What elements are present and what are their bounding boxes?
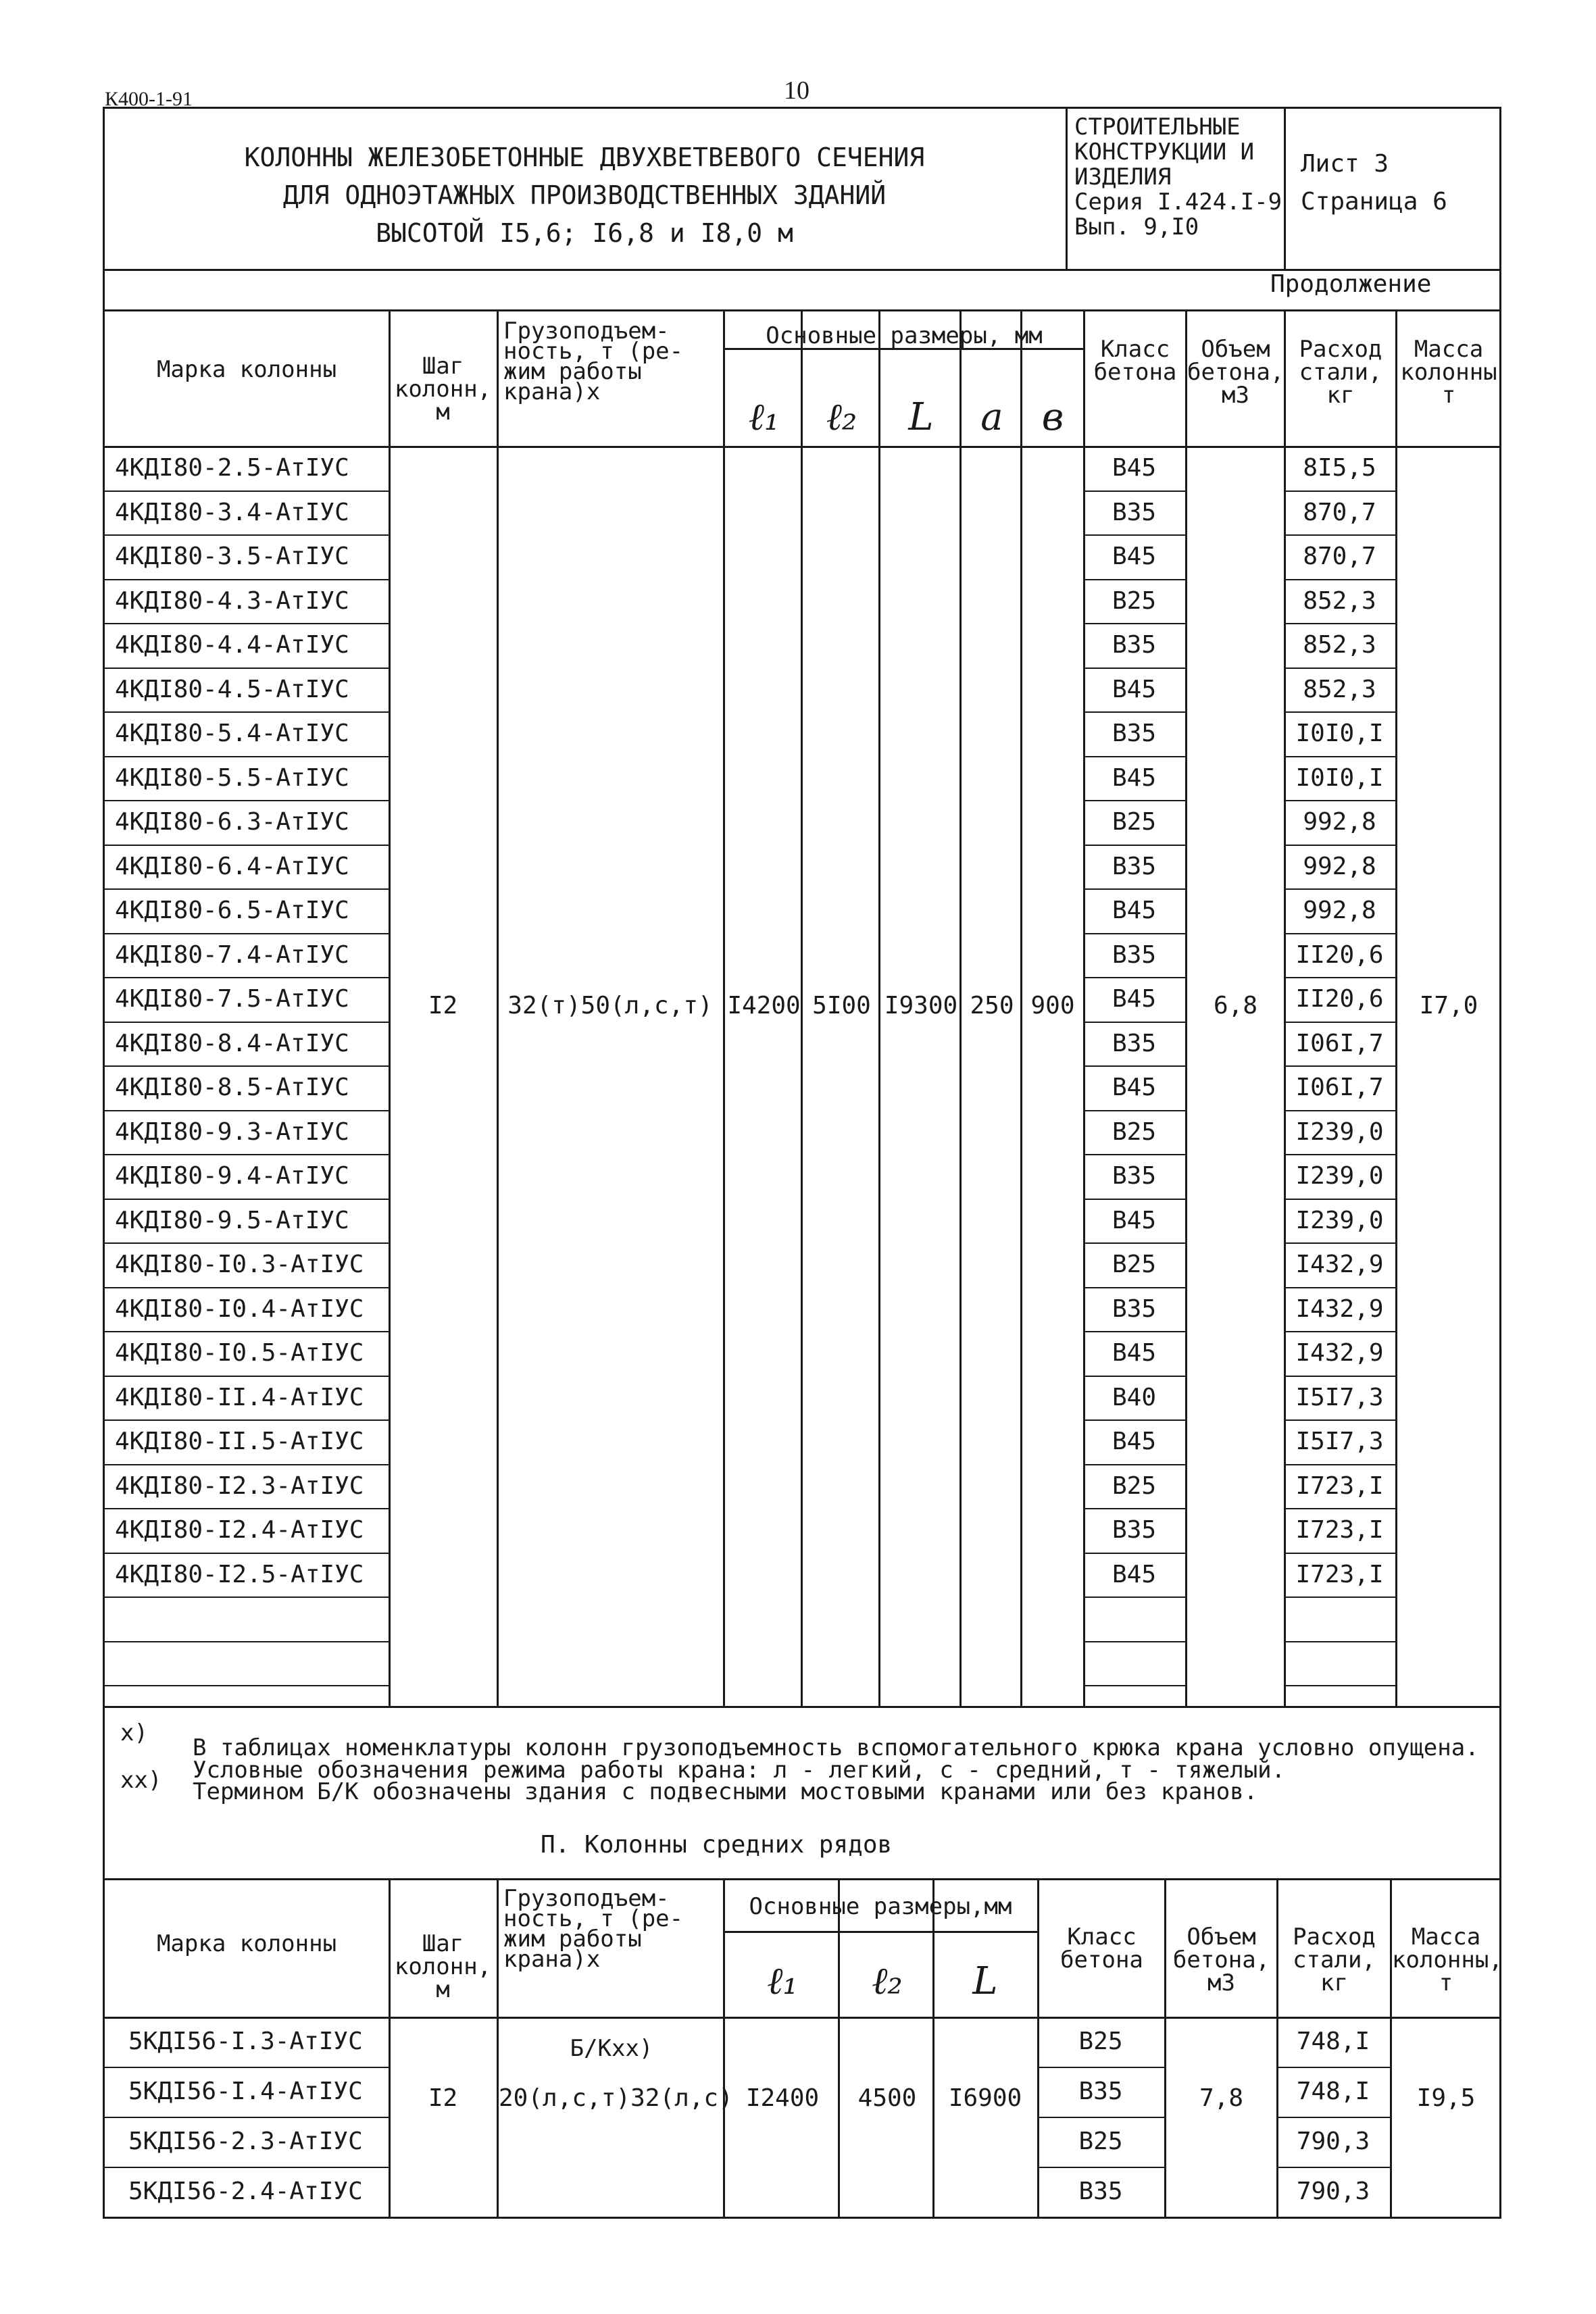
t1-mark-cell: 4КДI80-6.5-АтIУС: [115, 897, 349, 924]
series-block: [1074, 115, 1282, 240]
t1-row-rule: [1284, 888, 1395, 890]
t1-steel-cell: I432,9: [1295, 1339, 1384, 1367]
t1-row-rule: [103, 668, 389, 669]
title-divider: [1066, 107, 1068, 269]
t1-concrete-cell: В35: [1112, 1029, 1157, 1057]
t2-header-l1: ℓ₁: [767, 1959, 798, 2003]
t1-concrete-cell: В25: [1112, 1472, 1157, 1500]
t1-concrete-cell: В35: [1112, 720, 1157, 747]
t1-mark-cell: 4КДI80-6.4-АтIУС: [115, 852, 349, 880]
t1-mark-cell: 4КДI80-I0.5-АтIУС: [115, 1339, 364, 1367]
t1-steel-cell: I432,9: [1295, 1251, 1384, 1278]
t1-volume-value: 6,8: [1213, 992, 1258, 1020]
t1-row-rule: [103, 1022, 389, 1023]
t1-row-rule: [1284, 1287, 1395, 1288]
t1-steel-cell: I5I7,3: [1295, 1383, 1384, 1411]
t1-steel-cell: I239,0: [1295, 1117, 1384, 1146]
t1-concrete-cell: В45: [1112, 1206, 1157, 1234]
t1-row-rule: [103, 579, 389, 580]
t1-row-rule: [103, 756, 389, 757]
t1-row-rule: [1284, 668, 1395, 669]
t2-steel-cell: 748,I: [1296, 2078, 1370, 2105]
t1-row-rule: [103, 1110, 389, 1111]
t1-row-rule: [1083, 933, 1185, 934]
t1-row-rule: [1083, 534, 1185, 536]
t1-row-rule: [103, 1641, 389, 1642]
t1-steel-cell: 852,3: [1303, 586, 1376, 615]
t1-l1-value: I4200: [727, 992, 801, 1020]
t1-steel-cell: I723,I: [1295, 1472, 1384, 1500]
t1-mark-cell: 4КДI80-II.5-АтIУС: [115, 1428, 364, 1455]
t2-volume-value: 7,8: [1199, 2084, 1244, 2112]
t2-capacity-top: Б/Кхх): [570, 2035, 653, 2062]
t1-row-rule: [1284, 1419, 1395, 1421]
note-line-2: Условные обозначения режима работы крана: л - легкий, с - средний, т - тяжелый.: [193, 1757, 1286, 1784]
t1-row-rule: [1083, 888, 1185, 890]
t1-steel-cell: I06I,7: [1295, 1029, 1384, 1057]
t2-row-rule: [1037, 2067, 1164, 2068]
t1-row-rule: [103, 1242, 389, 1244]
t1-row-rule: [103, 1464, 389, 1465]
t1-header-l1: ℓ₁: [748, 395, 780, 439]
t1-concrete-cell: В45: [1112, 1428, 1157, 1455]
document-code: К400-1-91: [105, 88, 193, 110]
t1-row-rule: [103, 1376, 389, 1377]
page-label: Страница 6: [1301, 188, 1447, 216]
t1-row-rule: [1284, 756, 1395, 757]
t1-row-rule: [1284, 1199, 1395, 1200]
t1-mark-cell: 4КДI80-9.3-АтIУС: [115, 1117, 349, 1146]
t1-header-length: L: [908, 395, 934, 439]
t1-header-b: в: [1041, 395, 1064, 439]
t1-row-rule: [1284, 977, 1395, 978]
t1-concrete-cell: В45: [1112, 1074, 1157, 1101]
t1-concrete-cell: В40: [1112, 1383, 1157, 1411]
t1-header-capacity: Грузоподъем- ность, т (ре- жим работы крана)х: [503, 318, 684, 405]
t2-row-rule: [103, 2167, 389, 2168]
t2-header-concrete: Класс бетона: [1060, 1923, 1143, 1973]
t1-concrete-cell: В25: [1112, 808, 1157, 836]
sheet-block: [1301, 145, 1447, 221]
t1-row-rule: [1284, 579, 1395, 580]
t2-steel-cell: 790,3: [1296, 2128, 1370, 2155]
t1-row-rule: [103, 1065, 389, 1067]
t1-steel-cell: 852,3: [1303, 675, 1376, 703]
t1-mark-cell: 4КДI80-I0.4-АтIУС: [115, 1294, 364, 1323]
series-line: ИЗДЕЛИЯ: [1074, 164, 1172, 191]
t1-row-rule: [1083, 1553, 1185, 1554]
t1-concrete-cell: В35: [1112, 1162, 1157, 1190]
t1-row-rule: [1284, 1685, 1395, 1686]
t2-header-mass: Масса колонны, т: [1392, 1923, 1503, 1996]
t1-row-rule: [1284, 1553, 1395, 1554]
t1-row-rule: [1284, 1464, 1395, 1465]
page-number: 10: [784, 76, 809, 105]
t1-steel-cell: 8I5,5: [1303, 454, 1376, 482]
t1-concrete-cell: В25: [1112, 1251, 1157, 1278]
t1-steel-cell: 992,8: [1303, 852, 1376, 880]
t1-row-rule: [1083, 1685, 1185, 1686]
t1-header-l2: ℓ₂: [826, 395, 857, 439]
t1-concrete-cell: В45: [1112, 897, 1157, 924]
t1-mark-cell: 4КДI80-8.4-АтIУС: [115, 1029, 349, 1057]
t2-mass-value: I9,5: [1416, 2084, 1476, 2112]
t1-a-value: 250: [970, 992, 1014, 1020]
t2-mark-cell: 5КДI56-I.3-АтIУС: [128, 2028, 363, 2055]
t1-row-rule: [103, 1199, 389, 1200]
t1-row-rule: [1083, 623, 1185, 624]
t1-mark-cell: 4КДI80-3.5-АтIУС: [115, 543, 349, 570]
t1-concrete-cell: В35: [1112, 852, 1157, 880]
t1-row-rule: [1284, 933, 1395, 934]
t1-step-value: I2: [428, 992, 458, 1020]
t1-capacity-value: 32(т)50(л,с,т): [507, 992, 713, 1020]
t1-row-rule: [1284, 1376, 1395, 1377]
t1-concrete-cell: В45: [1112, 454, 1157, 482]
t1-steel-cell: 992,8: [1303, 808, 1376, 836]
sheet-divider: [1284, 107, 1286, 269]
t1-row-rule: [1284, 1242, 1395, 1244]
note-line-1: В таблицах номенклатуры колонн грузоподъемность вспомогательного крюка крана условно опущена.: [193, 1734, 1479, 1761]
t1-row-rule: [1083, 800, 1185, 801]
t1-row-rule: [1083, 1287, 1185, 1288]
t1-mark-cell: 4КДI80-9.4-АтIУС: [115, 1162, 349, 1190]
t1-length-value: I9300: [884, 992, 958, 1020]
t1-steel-cell: II20,6: [1295, 985, 1384, 1013]
t1-row-rule: [1083, 491, 1185, 492]
t2-header-l2: ℓ₂: [872, 1959, 903, 2003]
t1-header-steel: Расход стали, кг: [1299, 336, 1382, 409]
t2-column-rule: [932, 1878, 934, 2219]
t2-mark-cell: 5КДI56-I.4-АтIУС: [128, 2078, 363, 2105]
t1-steel-cell: I0I0,I: [1295, 720, 1384, 747]
t1-row-rule: [1284, 1596, 1395, 1598]
t1-row-rule: [103, 845, 389, 846]
t2-column-rule: [389, 1878, 391, 2219]
t1-mark-cell: 4КДI80-4.5-АтIУС: [115, 675, 349, 703]
t1-header-a: a: [980, 395, 1003, 439]
t2-mark-cell: 5КДI56-2.3-АтIУС: [128, 2128, 363, 2155]
t1-row-rule: [103, 623, 389, 624]
t2-capacity-value: 20(л,с,т)32(л,с): [499, 2084, 733, 2112]
t2-header-volume: Объем бетона, м3: [1172, 1923, 1270, 1996]
t1-mark-cell: 4КДI80-II.4-АтIУС: [115, 1383, 364, 1411]
t1-row-rule: [1083, 1419, 1185, 1421]
t1-row-rule: [103, 491, 389, 492]
series-line: Серия I.424.I-9: [1074, 188, 1282, 216]
t1-concrete-cell: В35: [1112, 498, 1157, 526]
t1-mark-cell: 4КДI80-6.3-АтIУС: [115, 808, 349, 836]
t2-concrete-cell: В35: [1078, 2178, 1123, 2205]
t1-header-dimensions: Основные размеры, мм: [766, 322, 1043, 349]
t1-concrete-cell: В35: [1112, 1294, 1157, 1323]
t1-row-rule: [1083, 977, 1185, 978]
t2-header-steel: Расход стали, кг: [1293, 1923, 1376, 1996]
t2-row-rule: [1037, 2117, 1164, 2118]
t1-steel-cell: I0I0,I: [1295, 763, 1384, 792]
series-line: СТРОИТЕЛЬНЫЕ: [1074, 114, 1241, 141]
t1-concrete-cell: В25: [1112, 586, 1157, 615]
t1-row-rule: [1083, 1596, 1185, 1598]
t2-header-dimensions: Основные размеры,мм: [749, 1893, 1012, 1920]
note-marker-1: х): [120, 1719, 148, 1746]
t1-l2-value: 5I00: [812, 992, 871, 1020]
t1-row-rule: [1083, 1464, 1185, 1465]
document-title: [105, 139, 1064, 252]
t1-row-rule: [1284, 1331, 1395, 1332]
t1-concrete-cell: В45: [1112, 763, 1157, 792]
t1-b-value: 900: [1030, 992, 1075, 1020]
t1-row-rule: [1284, 623, 1395, 624]
t1-row-rule: [1284, 800, 1395, 801]
t1-header-mark: Марка колонны: [156, 356, 337, 383]
t1-mark-cell: 4КДI80-8.5-АтIУС: [115, 1074, 349, 1101]
title-line: КОЛОННЫ ЖЕЛЕЗОБЕТОННЫЕ ДВУХВЕТВЕВОГО СЕЧЕНИЯ: [244, 143, 925, 172]
t1-row-rule: [103, 1419, 389, 1421]
series-line: КОНСТРУКЦИИ И: [1074, 139, 1255, 166]
t2-l2-value: 4500: [857, 2084, 917, 2112]
t1-row-rule: [1083, 1508, 1185, 1509]
t1-steel-cell: I06I,7: [1295, 1074, 1384, 1101]
t1-row-rule: [103, 711, 389, 713]
t2-header-length: L: [972, 1959, 998, 2003]
t1-header-step: Шаг колонн, м: [394, 353, 492, 426]
t1-mark-cell: 4КДI80-3.4-АтIУС: [115, 498, 349, 526]
t1-mark-cell: 4КДI80-7.5-АтIУС: [115, 985, 349, 1013]
t1-row-rule: [1083, 1022, 1185, 1023]
t1-concrete-cell: В35: [1112, 631, 1157, 659]
t2-row-rule: [1276, 2117, 1390, 2118]
t1-row-rule: [103, 1331, 389, 1332]
t1-steel-cell: I5I7,3: [1295, 1428, 1384, 1455]
t1-bottom-rule: [103, 1706, 1501, 1708]
t1-steel-cell: I723,I: [1295, 1560, 1384, 1588]
t2-header-bottom-rule: [103, 2017, 1501, 2019]
title-line: ДЛЯ ОДНОЭТАЖНЫХ ПРОИЗВОДСТВЕННЫХ ЗДАНИЙ: [282, 180, 887, 210]
t1-row-rule: [1083, 1242, 1185, 1244]
t1-steel-cell: II20,6: [1295, 940, 1384, 969]
t1-row-rule: [1083, 756, 1185, 757]
series-line: Вып. 9,I0: [1074, 213, 1199, 241]
t1-row-rule: [103, 1508, 389, 1509]
t1-row-rule: [1083, 1331, 1185, 1332]
t1-row-rule: [103, 534, 389, 536]
t2-length-value: I6900: [948, 2084, 1022, 2112]
t2-row-rule: [103, 2067, 389, 2068]
t1-row-rule: [1284, 1022, 1395, 1023]
t1-concrete-cell: В45: [1112, 543, 1157, 570]
t1-mark-cell: 4КДI80-I2.3-АтIУС: [115, 1472, 364, 1500]
t1-steel-cell: I239,0: [1295, 1206, 1384, 1234]
t1-row-rule: [103, 888, 389, 890]
t2-l1-value: I2400: [745, 2084, 820, 2112]
t1-row-rule: [103, 1685, 389, 1686]
t1-row-rule: [103, 1553, 389, 1554]
t1-row-rule: [1083, 1199, 1185, 1200]
t1-header-volume: Объем бетона, м3: [1187, 336, 1285, 409]
t2-column-rule: [723, 1878, 725, 2219]
t1-concrete-cell: В25: [1112, 1117, 1157, 1146]
t1-row-rule: [1083, 1154, 1185, 1155]
t1-mark-cell: 4КДI80-2.5-АтIУС: [115, 454, 349, 482]
t1-steel-cell: 870,7: [1303, 498, 1376, 526]
t1-steel-cell: 992,8: [1303, 897, 1376, 924]
note-marker-2: хх): [120, 1767, 162, 1794]
t1-row-rule: [103, 800, 389, 801]
t1-row-rule: [1083, 1065, 1185, 1067]
t1-row-rule: [1083, 1641, 1185, 1642]
t2-concrete-cell: В25: [1078, 2128, 1123, 2155]
t1-mark-cell: 4КДI80-I0.3-АтIУС: [115, 1251, 364, 1278]
note-line-3: Термином Б/К обозначены здания с подвесными мостовыми кранами или без кранов.: [193, 1778, 1258, 1805]
t1-row-rule: [1284, 1641, 1395, 1642]
t1-row-rule: [1284, 491, 1395, 492]
t1-header-bottom-rule: [103, 446, 1501, 448]
t1-mark-cell: 4КДI80-5.5-АтIУС: [115, 763, 349, 792]
t1-row-rule: [103, 1154, 389, 1155]
t1-concrete-cell: В35: [1112, 940, 1157, 969]
t2-top-rule: [103, 1878, 1501, 1880]
continuation-label: Продолжение: [1270, 270, 1432, 298]
t1-row-rule: [1083, 1376, 1185, 1377]
t1-row-rule: [1083, 668, 1185, 669]
t1-mark-cell: 4КДI80-4.4-АтIУС: [115, 631, 349, 659]
section-title: П. Колонны средних рядов: [541, 1831, 893, 1859]
t1-mark-cell: 4КДI80-5.4-АтIУС: [115, 720, 349, 747]
t2-row-rule: [1276, 2067, 1390, 2068]
t1-row-rule: [103, 933, 389, 934]
t2-header-step: Шаг колонн, м: [394, 1930, 492, 2003]
t1-steel-cell: I723,I: [1295, 1516, 1384, 1544]
t1-mark-cell: 4КДI80-9.5-АтIУС: [115, 1206, 349, 1234]
t1-row-rule: [1083, 845, 1185, 846]
t2-steel-cell: 790,3: [1296, 2178, 1370, 2205]
t1-steel-cell: I432,9: [1295, 1294, 1384, 1323]
t1-row-rule: [103, 977, 389, 978]
t2-column-rule: [497, 1878, 499, 2219]
t2-concrete-cell: В25: [1078, 2028, 1123, 2055]
t2-step-value: I2: [428, 2084, 458, 2112]
t2-row-rule: [1276, 2167, 1390, 2168]
t1-concrete-cell: В45: [1112, 1560, 1157, 1588]
t1-concrete-cell: В45: [1112, 985, 1157, 1013]
t1-row-rule: [103, 1596, 389, 1598]
t1-row-rule: [1284, 534, 1395, 536]
t1-row-rule: [1083, 711, 1185, 713]
t1-mass-value: I7,0: [1419, 992, 1478, 1020]
t2-steel-cell: 748,I: [1296, 2028, 1370, 2055]
t1-row-rule: [1284, 1065, 1395, 1067]
t1-mark-cell: 4КДI80-I2.4-АтIУС: [115, 1516, 364, 1544]
t1-mark-cell: 4КДI80-7.4-АтIУС: [115, 940, 349, 969]
t1-steel-cell: 870,7: [1303, 543, 1376, 570]
t1-mark-cell: 4КДI80-I2.5-АтIУС: [115, 1560, 364, 1588]
sheet-number: Лист 3: [1301, 150, 1389, 178]
t2-row-rule: [103, 2117, 389, 2118]
t1-header-mass: Масса колонны т: [1400, 336, 1497, 409]
t1-row-rule: [1284, 1110, 1395, 1111]
t1-row-rule: [103, 1287, 389, 1288]
t2-row-rule: [1037, 2167, 1164, 2168]
t1-concrete-cell: В45: [1112, 1339, 1157, 1367]
t1-concrete-cell: В45: [1112, 675, 1157, 703]
t2-header-mark: Марка колонны: [156, 1930, 337, 1957]
t1-header-concrete: Класс бетона: [1093, 336, 1177, 386]
t2-dims-rule: [723, 1931, 1037, 1933]
t1-steel-cell: I239,0: [1295, 1162, 1384, 1190]
t1-row-rule: [1284, 845, 1395, 846]
title-line: ВЫСОТОЙ I5,6; I6,8 и I8,0 м: [376, 218, 793, 248]
t1-row-rule: [1083, 579, 1185, 580]
t1-concrete-cell: В35: [1112, 1516, 1157, 1544]
t1-row-rule: [1284, 1154, 1395, 1155]
t1-row-rule: [1284, 711, 1395, 713]
t1-mark-cell: 4КДI80-4.3-АтIУС: [115, 586, 349, 615]
t1-row-rule: [1284, 1508, 1395, 1509]
t2-column-rule: [838, 1878, 840, 2219]
t2-mark-cell: 5КДI56-2.4-АтIУС: [128, 2178, 363, 2205]
t1-row-rule: [1083, 1110, 1185, 1111]
t1-steel-cell: 852,3: [1303, 631, 1376, 659]
t2-concrete-cell: В35: [1078, 2078, 1123, 2105]
t2-header-capacity: Грузоподъем- ность, т (ре- жим работы крана)х: [503, 1885, 684, 1973]
